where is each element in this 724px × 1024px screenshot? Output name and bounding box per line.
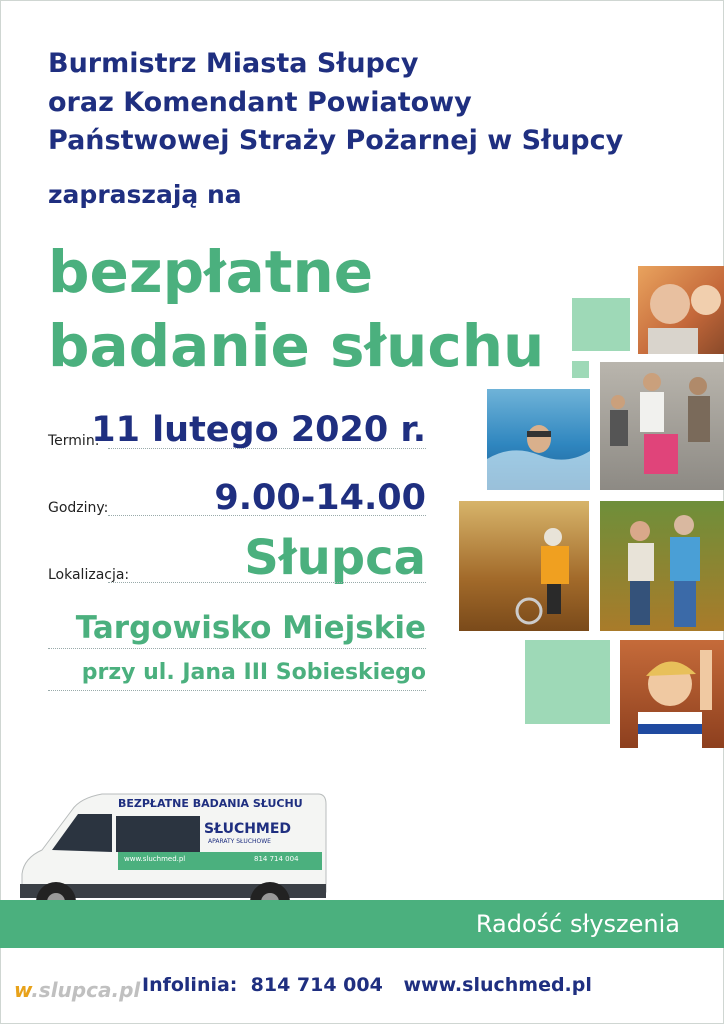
place-line-2: przy ul. Jana III Sobieskiego (81, 660, 426, 685)
watermark-mark: w (14, 978, 32, 1002)
watermark-text: .slupca.pl (31, 978, 141, 1002)
photo-seniors-walking (600, 501, 724, 631)
van-roof-text: BEZPŁATNE BADANIA SŁUCHU (118, 797, 303, 810)
photo-swimmer (487, 389, 590, 490)
van-url: www.sluchmed.pl (124, 855, 186, 863)
place-dotted-line-1 (48, 648, 426, 649)
footer-contact (142, 974, 592, 996)
van-brand: SŁUCHMED (204, 821, 292, 837)
van-phone: 814 714 004 (254, 855, 299, 863)
location-value: Słupca (244, 530, 426, 586)
date-dotted-line (108, 448, 426, 449)
place-dotted-line-2 (48, 690, 426, 691)
van-brand-sub: APARATY SŁUCHOWE (208, 838, 271, 845)
photo-cyclist-autumn (459, 501, 589, 631)
organizer-line-2: oraz Komendant Powiatowy (48, 87, 472, 118)
photo-child-waving (620, 640, 724, 748)
place-line-1: Targowisko Miejskie (75, 610, 426, 646)
location-dotted-line (108, 582, 426, 583)
infoline: Infolinia: 814 714 004 (142, 974, 383, 996)
hours-dotted-line (108, 515, 426, 516)
photo-family-travel (600, 362, 724, 490)
organizer-line-1: Burmistrz Miasta Słupcy (48, 48, 419, 79)
location-label: Lokalizacja: (48, 567, 130, 583)
decor-square-large (525, 640, 610, 724)
headline-line-1: bezpłatne (48, 238, 374, 306)
website-link[interactable]: www.sluchmed.pl (403, 974, 592, 996)
decor-square (572, 298, 630, 351)
organizer-line-3: Państwowej Straży Pożarnej w Słupcy (48, 125, 624, 156)
decor-square-small (572, 361, 589, 378)
date-value: 11 lutego 2020 r. (91, 410, 426, 450)
hours-label: Godziny: (48, 500, 109, 516)
photo-grandparent-child (638, 266, 724, 354)
invite-text: zapraszają na (48, 180, 242, 209)
hours-value: 9.00-14.00 (214, 478, 426, 518)
tagline: Radość słyszenia (475, 910, 680, 938)
date-label: Termin: (48, 433, 100, 449)
slupca-logo-watermark (14, 978, 140, 1002)
headline-line-2: badanie słuchu (48, 312, 545, 380)
